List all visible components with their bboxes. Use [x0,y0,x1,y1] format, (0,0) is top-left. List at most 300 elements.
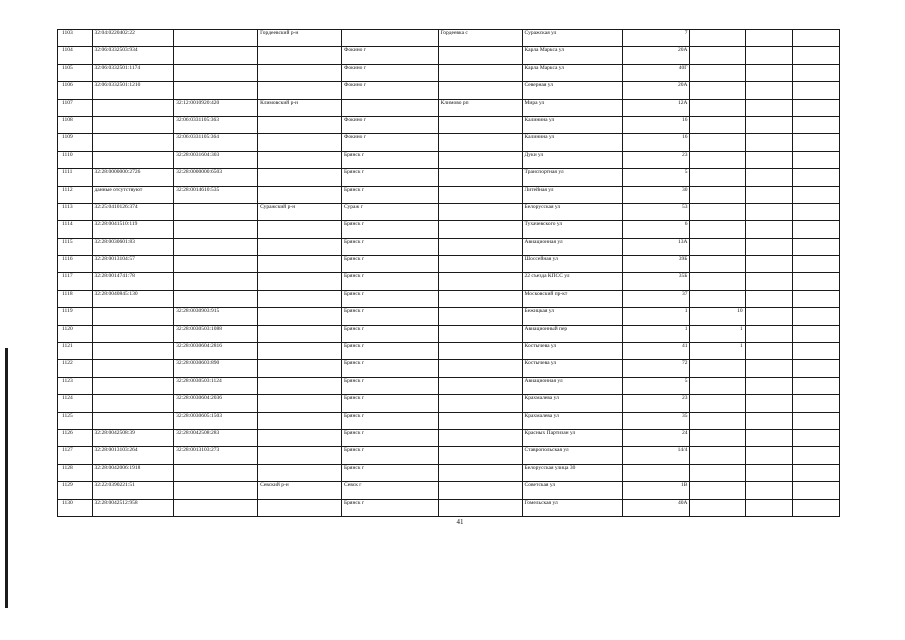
town-name: Севск г [342,482,439,499]
street-name: Белорусская ул [522,203,622,220]
street-name: Калинина ул [522,116,622,133]
town-name: Фокино г [342,82,439,99]
town-name: Фокино г [342,64,439,81]
apartment-number: 10 [690,308,745,325]
house-number: 40Г [622,64,690,81]
extra-column-1 [745,169,792,186]
apartment-number [690,169,745,186]
house-number: 5 [622,169,690,186]
table-row [58,499,840,516]
street-name: Карла Маркса ул [522,64,622,81]
row-number: 1109 [58,134,93,151]
apartment-number [690,499,745,516]
town-name: Брянск г [342,169,439,186]
town-name: Брянск г [342,256,439,273]
street-name: Карла Маркса ул [522,47,622,64]
cadastral-number-building [92,377,174,394]
village-name [438,82,522,99]
village-name [438,116,522,133]
table-row [58,290,840,307]
house-number: 1 [622,325,690,342]
cadastral-number-premises: 32:28:0031604:303 [174,151,258,168]
district-name [258,343,342,360]
apartment-number [690,464,745,481]
cadastral-number-premises [174,273,258,290]
cadastral-number-building: 32:04:0220402:22 [92,30,174,47]
cadastral-number-building: 32:28:0042508:39 [92,429,174,446]
table-row [58,186,840,203]
village-name [438,238,522,255]
district-name: Климовский р-н [258,99,342,116]
village-name [438,151,522,168]
cadastral-number-premises [174,499,258,516]
cadastral-number-building [92,360,174,377]
town-name: Брянск г [342,499,439,516]
house-number: 41 [622,343,690,360]
house-number: 35Б [622,273,690,290]
table-row [58,134,840,151]
table-row [58,99,840,116]
street-name: Дуки ул [522,151,622,168]
extra-column-1 [745,343,792,360]
extra-column-1 [745,203,792,220]
street-name: Авиационный пер [522,325,622,342]
street-name: Бежицкая ул [522,308,622,325]
apartment-number [690,186,745,203]
row-number: 1112 [58,186,93,203]
apartment-number [690,116,745,133]
district-name [258,134,342,151]
extra-column-2 [792,290,839,307]
extra-column-1 [745,99,792,116]
table-row [58,151,840,168]
cadastral-number-building: 32:28:0013103:264 [92,447,174,464]
row-number: 1114 [58,221,93,238]
table-row [58,47,840,64]
row-number: 1119 [58,308,93,325]
village-name [438,221,522,238]
apartment-number [690,82,745,99]
house-number: 24 [622,429,690,446]
row-number: 1127 [58,447,93,464]
cadastral-number-premises: 32:28:0042508:283 [174,429,258,446]
table-row [58,273,840,290]
street-name: Красных Партизан ул [522,429,622,446]
district-name [258,221,342,238]
row-number: 1125 [58,412,93,429]
row-number: 1105 [58,64,93,81]
house-number: 37 [622,290,690,307]
row-number: 1116 [58,256,93,273]
extra-column-1 [745,360,792,377]
village-name [438,256,522,273]
house-number: 53 [622,203,690,220]
town-name [342,99,439,116]
table-row [58,447,840,464]
extra-column-2 [792,464,839,481]
extra-column-2 [792,221,839,238]
table-row [58,238,840,255]
extra-column-1 [745,134,792,151]
extra-column-2 [792,203,839,220]
street-name: Московский пр-кт [522,290,622,307]
village-name [438,447,522,464]
extra-column-1 [745,151,792,168]
district-name: Суражский р-н [258,203,342,220]
cadastral-number-building [92,151,174,168]
cadastral-number-building: 32:28:0042006:1918 [92,464,174,481]
table-row [58,429,840,446]
street-name: Мира ул [522,99,622,116]
house-number: 39Б [622,256,690,273]
town-name: Фокино г [342,134,439,151]
town-name: Сураж г [342,203,439,220]
cadastral-number-building [92,308,174,325]
row-number: 1110 [58,151,93,168]
extra-column-1 [745,238,792,255]
street-name: 22 съезда КПСС ул [522,273,622,290]
apartment-number [690,99,745,116]
extra-column-1 [745,499,792,516]
extra-column-1 [745,116,792,133]
address-registry-table [57,29,840,517]
house-number: 1В [622,482,690,499]
cadastral-number-building [92,412,174,429]
house-number: 6 [622,221,690,238]
town-name: Брянск г [342,221,439,238]
table-row [58,464,840,481]
district-name: Гордеевский р-н [258,30,342,47]
cadastral-number-premises: 32:28:0030605:1503 [174,412,258,429]
extra-column-1 [745,30,792,47]
cadastral-number-premises [174,464,258,481]
cadastral-number-building [92,395,174,412]
house-number: 40А [622,499,690,516]
cadastral-number-building: 32:28:0013104:57 [92,256,174,273]
extra-column-2 [792,360,839,377]
district-name [258,151,342,168]
table-row [58,169,840,186]
town-name: Брянск г [342,186,439,203]
apartment-number [690,256,745,273]
district-name [258,116,342,133]
village-name [438,290,522,307]
house-number: 16 [622,116,690,133]
extra-column-1 [745,273,792,290]
extra-column-2 [792,273,839,290]
apartment-number [690,360,745,377]
cadastral-number-building: 32:28:0014741:78 [92,273,174,290]
extra-column-2 [792,47,839,64]
extra-column-2 [792,30,839,47]
village-name [438,134,522,151]
table-row [58,482,840,499]
town-name: Брянск г [342,343,439,360]
extra-column-2 [792,325,839,342]
extra-column-2 [792,395,839,412]
house-number: 16 [622,134,690,151]
extra-column-2 [792,429,839,446]
street-name: Белорусская улица 30 [522,464,622,481]
street-name: Ставропольская ул [522,447,622,464]
district-name [258,377,342,394]
village-name [438,395,522,412]
village-name [438,343,522,360]
cadastral-number-premises: 32:06:0331105:364 [174,134,258,151]
street-name: Костычева ул [522,360,622,377]
house-number: 35 [622,412,690,429]
apartment-number [690,47,745,64]
district-name [258,256,342,273]
extra-column-2 [792,343,839,360]
table-row [58,203,840,220]
row-number: 1120 [58,325,93,342]
district-name [258,412,342,429]
table-row [58,360,840,377]
cadastral-number-building: 32:28:0041510:119 [92,221,174,238]
cadastral-number-building: 32:28:0042512:958 [92,499,174,516]
village-name [438,464,522,481]
cadastral-number-premises [174,290,258,307]
street-name: Авиационная ул [522,377,622,394]
town-name: Брянск г [342,429,439,446]
row-number: 1103 [58,30,93,47]
town-name: Брянск г [342,464,439,481]
table-row [58,116,840,133]
village-name: Климово рп [438,99,522,116]
street-name: Костычева ул [522,343,622,360]
apartment-number [690,151,745,168]
village-name [438,64,522,81]
row-number: 1108 [58,116,93,133]
cadastral-number-building [92,99,174,116]
cadastral-number-premises: 32:28:0030503:1124 [174,377,258,394]
street-name: Крахмалева ул [522,395,622,412]
house-number: 72 [622,360,690,377]
town-name: Фокино г [342,116,439,133]
extra-column-1 [745,429,792,446]
apartment-number [690,238,745,255]
table-row [58,221,840,238]
district-name [258,360,342,377]
table-row [58,64,840,81]
table-row [58,82,840,99]
cadastral-number-premises [174,203,258,220]
cadastral-number-premises: 32:28:0000000:6503 [174,169,258,186]
village-name [438,325,522,342]
village-name [438,482,522,499]
extra-column-1 [745,290,792,307]
cadastral-number-premises: 32:12:0010920:420 [174,99,258,116]
extra-column-2 [792,447,839,464]
extra-column-2 [792,238,839,255]
extra-column-1 [745,482,792,499]
apartment-number [690,482,745,499]
extra-column-2 [792,116,839,133]
row-number: 1124 [58,395,93,412]
extra-column-2 [792,308,839,325]
village-name [438,186,522,203]
cadastral-number-building: 32:06:0332501:1210 [92,82,174,99]
district-name [258,47,342,64]
town-name: Брянск г [342,238,439,255]
cadastral-number-building: 32:06:0332503:934 [92,47,174,64]
district-name [258,290,342,307]
row-number: 1115 [58,238,93,255]
row-number: 1122 [58,360,93,377]
apartment-number [690,134,745,151]
extra-column-2 [792,82,839,99]
house-number: 14/4 [622,447,690,464]
district-name: Севский р-н [258,482,342,499]
cadastral-number-premises: 32:28:0030503:1088 [174,325,258,342]
house-number: 20А [622,47,690,64]
cadastral-number-premises [174,64,258,81]
town-name: Брянск г [342,360,439,377]
cadastral-number-premises [174,256,258,273]
cadastral-number-premises: 32:28:0030603:890 [174,360,258,377]
row-number: 1128 [58,464,93,481]
table-row [58,256,840,273]
extra-column-2 [792,134,839,151]
apartment-number [690,447,745,464]
house-number: 20А [622,82,690,99]
street-name: Гомельская ул [522,499,622,516]
house-number: 12А [622,99,690,116]
village-name [438,169,522,186]
town-name: Брянск г [342,325,439,342]
apartment-number [690,64,745,81]
district-name [258,273,342,290]
row-number: 1121 [58,343,93,360]
town-name: Фокино г [342,47,439,64]
apartment-number [690,429,745,446]
house-number: 5 [622,377,690,394]
village-name [438,412,522,429]
street-name: Шоссейная ул [522,256,622,273]
district-name [258,429,342,446]
apartment-number [690,203,745,220]
extra-column-1 [745,447,792,464]
apartment-number [690,273,745,290]
street-name: Крахмалева ул [522,412,622,429]
cadastral-number-premises [174,47,258,64]
row-number: 1118 [58,290,93,307]
extra-column-1 [745,412,792,429]
cadastral-number-premises: 32:28:0030604:2036 [174,395,258,412]
page-number: 41 [456,518,464,526]
cadastral-number-premises [174,221,258,238]
row-number: 1129 [58,482,93,499]
town-name: Брянск г [342,447,439,464]
street-name: Суражская ул [522,30,622,47]
house-number: 23 [622,395,690,412]
apartment-number [690,377,745,394]
extra-column-2 [792,151,839,168]
row-number: 1107 [58,99,93,116]
town-name: Брянск г [342,151,439,168]
extra-column-2 [792,99,839,116]
extra-column-1 [745,464,792,481]
cadastral-number-premises [174,238,258,255]
extra-column-1 [745,221,792,238]
house-number: 7 [622,30,690,47]
cadastral-number-building: 32:22:0390221:51 [92,482,174,499]
cadastral-number-premises: 32:28:0013103:273 [174,447,258,464]
extra-column-2 [792,256,839,273]
village-name [438,47,522,64]
street-name: Авиационная ул [522,238,622,255]
apartment-number [690,395,745,412]
cadastral-number-building: данные отсутствуют [92,186,174,203]
extra-column-1 [745,256,792,273]
apartment-number: 1 [690,325,745,342]
cadastral-number-premises: 32:28:0014610:535 [174,186,258,203]
district-name [258,447,342,464]
scan-edge-mark [5,348,8,608]
cadastral-number-building: 32:25:0410126:374 [92,203,174,220]
town-name: Брянск г [342,273,439,290]
district-name [258,308,342,325]
district-name [258,64,342,81]
cadastral-number-premises [174,482,258,499]
town-name: Брянск г [342,395,439,412]
district-name [258,238,342,255]
cadastral-number-building [92,116,174,133]
row-number: 1111 [58,169,93,186]
street-name: Тухачевского ул [522,221,622,238]
house-number: 1 [622,308,690,325]
house-number: 13А [622,238,690,255]
extra-column-2 [792,186,839,203]
village-name [438,308,522,325]
street-name: Литейная ул [522,186,622,203]
district-name [258,186,342,203]
extra-column-2 [792,412,839,429]
extra-column-1 [745,325,792,342]
cadastral-number-premises: 32:06:0331105:363 [174,116,258,133]
house-number: 30 [622,186,690,203]
table-row [58,325,840,342]
cadastral-number-premises [174,82,258,99]
extra-column-1 [745,395,792,412]
row-number: 1123 [58,377,93,394]
row-number: 1130 [58,499,93,516]
house-number [622,464,690,481]
table-row [58,308,840,325]
village-name [438,499,522,516]
extra-column-1 [745,64,792,81]
cadastral-number-building: 32:28:0030601:83 [92,238,174,255]
table-row [58,30,840,47]
town-name: Брянск г [342,290,439,307]
table-row [58,343,840,360]
village-name [438,429,522,446]
extra-column-1 [745,47,792,64]
extra-column-2 [792,482,839,499]
cadastral-number-premises [174,30,258,47]
street-name: Советская ул [522,482,622,499]
row-number: 1117 [58,273,93,290]
village-name [438,377,522,394]
apartment-number: 1 [690,343,745,360]
cadastral-number-premises: 32:28:0030604:2816 [174,343,258,360]
village-name: Гордеевка с [438,30,522,47]
cadastral-number-building: 32:28:0040845:130 [92,290,174,307]
extra-column-1 [745,308,792,325]
row-number: 1104 [58,47,93,64]
row-number: 1126 [58,429,93,446]
